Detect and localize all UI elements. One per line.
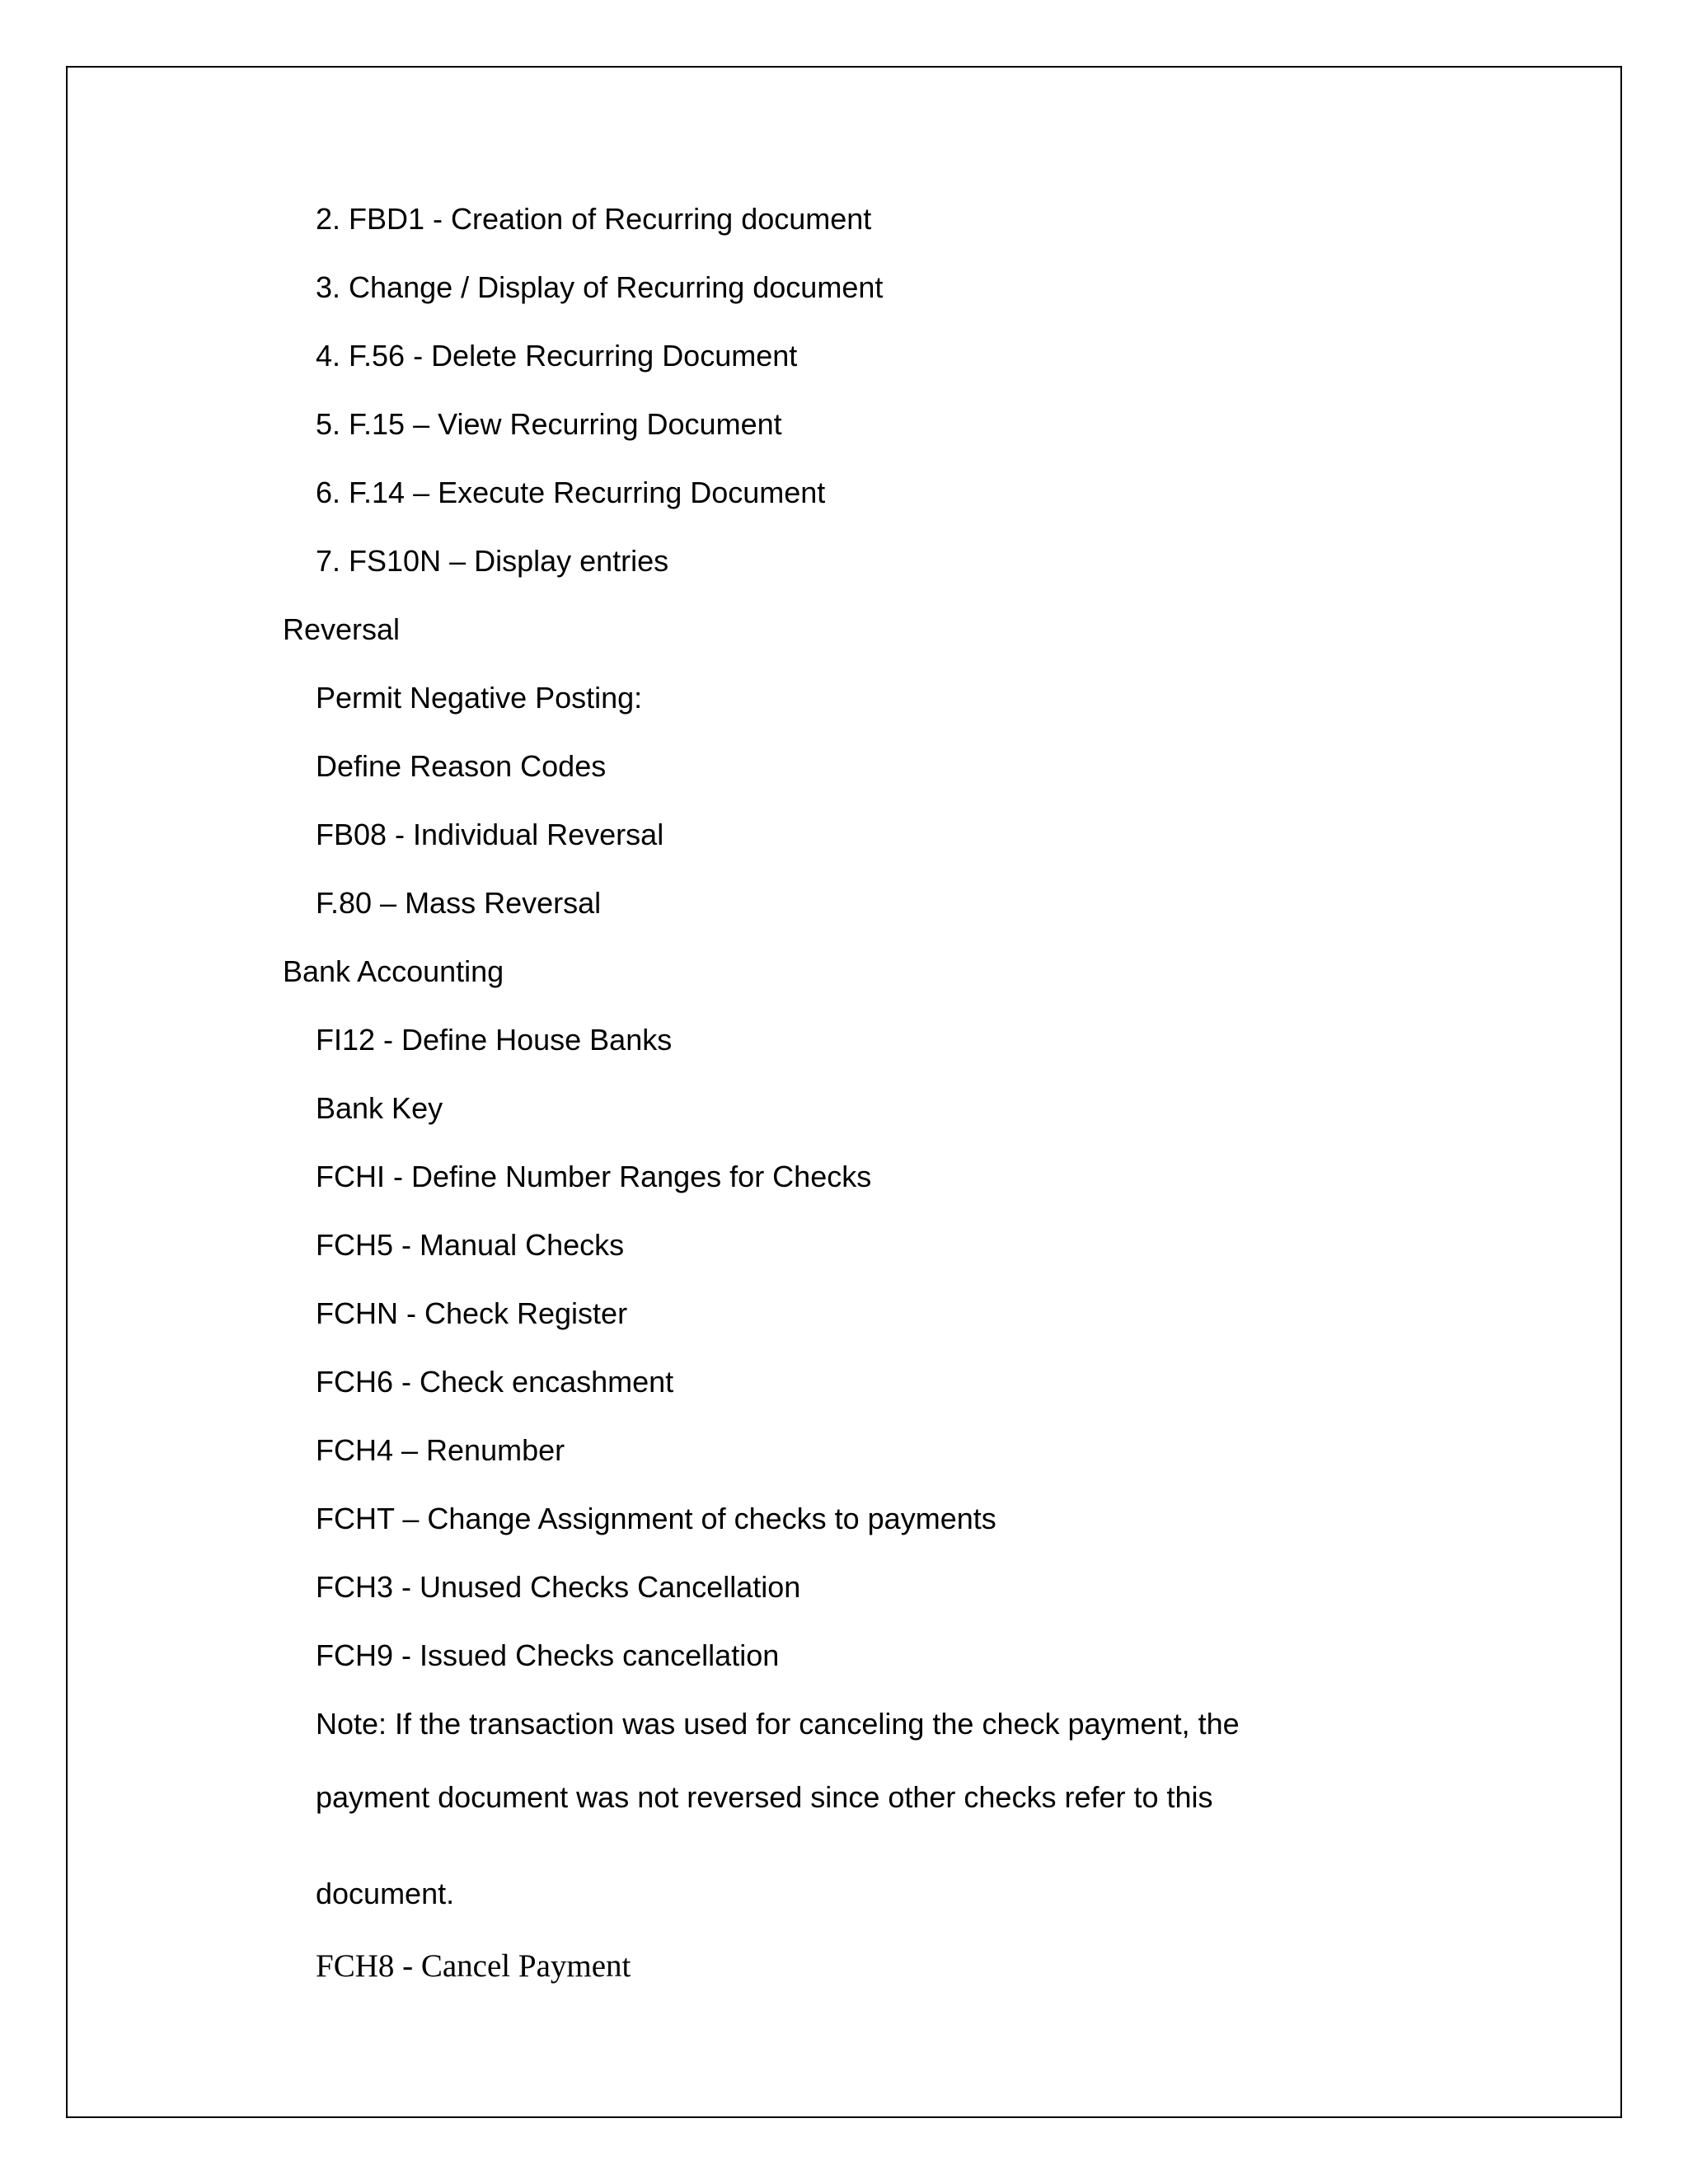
section-heading-bank-accounting: Bank Accounting [283,954,504,988]
list-item-fbd1: 2. FBD1 - Creation of Recurring document [316,202,872,236]
list-item-f15: 5. F.15 – View Recurring Document [316,407,782,441]
list-item-fch4: FCH4 – Renumber [316,1433,565,1467]
list-item-change-display: 3. Change / Display of Recurring document [316,270,884,304]
section-heading-reversal: Reversal [283,612,401,646]
list-item-f80: F.80 – Mass Reversal [316,886,602,920]
list-item-fch9: FCH9 - Issued Checks cancellation [316,1638,780,1672]
list-item-f56: 4. F.56 - Delete Recurring Document [316,339,798,373]
list-item-fch5: FCH5 - Manual Checks [316,1228,625,1262]
list-item-fcht: FCHT – Change Assignment of checks to payments [316,1502,996,1535]
list-item-fchn: FCHN - Check Register [316,1296,628,1330]
list-item-f14: 6. F.14 – Execute Recurring Document [316,476,826,509]
list-item-fi12: FI12 - Define House Banks [316,1023,673,1057]
list-item-fch8: FCH8 - Cancel Payment [316,1948,631,1984]
list-item-fch3: FCH3 - Unused Checks Cancellation [316,1570,801,1604]
list-item-fs10n: 7. FS10N – Display entries [316,544,669,578]
note-line-3: document. [316,1877,455,1910]
list-item-fch6: FCH6 - Check encashment [316,1365,674,1399]
list-item-negative-posting: Permit Negative Posting: [316,681,643,715]
list-item-fchi: FCHI - Define Number Ranges for Checks [316,1160,872,1193]
list-item-reason-codes: Define Reason Codes [316,749,607,783]
note-line-1: Note: If the transaction was used for canceling the check payment, the [316,1707,1240,1741]
note-line-2: payment document was not reversed since other checks refer to this [316,1780,1213,1814]
list-item-bank-key: Bank Key [316,1091,443,1125]
list-item-fb08: FB08 - Individual Reversal [316,818,664,851]
